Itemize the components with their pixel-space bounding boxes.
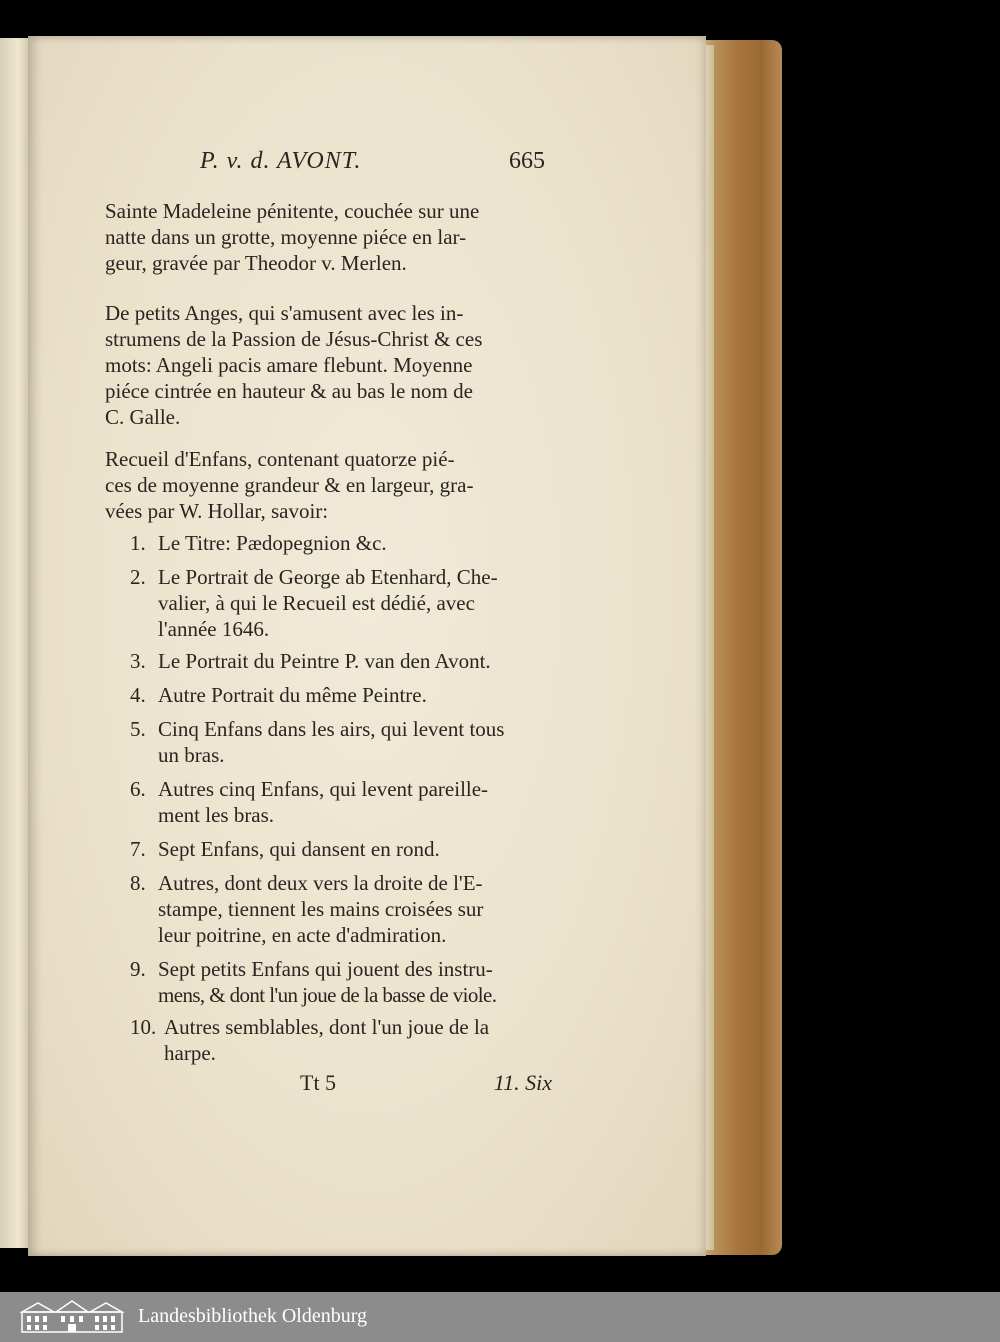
catchword: 11. Six [493, 1070, 552, 1095]
paragraph-madeleine [105, 198, 541, 276]
text-line: Recueil d'Enfans, contenant quatorze pié- [105, 447, 455, 471]
text-line: natte dans un grotte, moyenne piéce en lar- [105, 225, 467, 249]
text-line: ment les bras. [158, 803, 275, 827]
text-line: Autre Portrait du même Peintre. [158, 683, 427, 707]
page-footer [300, 1070, 552, 1098]
paragraph-anges [105, 300, 541, 430]
text-line: Le Portrait de George ab Etenhard, Che- [158, 565, 498, 589]
institution-name: Landesbibliothek Oldenburg [138, 1305, 368, 1327]
paragraph-recueil [105, 446, 541, 524]
text-line: Sept Enfans, qui dansent en rond. [158, 837, 440, 861]
text-line: Autres semblables, dont l'un joue de la [164, 1015, 490, 1039]
left-page-edge [0, 38, 30, 1248]
institution-bar [0, 1292, 1000, 1342]
page-number: 665 [509, 148, 545, 174]
text-line: mens, & dont l'un joue de la basse de viole. [158, 983, 497, 1007]
text-line: strumens de la Passion de Jésus-Christ & ces [105, 327, 483, 351]
text-line: leur poitrine, en acte d'admiration. [158, 923, 447, 947]
running-header [200, 148, 545, 178]
text-line: Cinq Enfans dans les airs, qui levent tous [158, 717, 505, 741]
item-number: 5. [130, 717, 146, 741]
text-line: C. Galle. [105, 405, 181, 429]
text-line: Autres cinq Enfans, qui levent pareille- [158, 777, 489, 801]
item-number: 2. [130, 565, 146, 589]
text-line: valier, à qui le Recueil est dédié, avec [158, 591, 475, 615]
text-line: mots: Angeli pacis amare flebunt. Moyenne [105, 353, 473, 377]
text-line: Sainte Madeleine pénitente, couchée sur une [105, 199, 480, 223]
text-line: Autres, dont deux vers la droite de l'E- [158, 871, 483, 895]
text-line: geur, gravée par Theodor v. Merlen. [105, 251, 407, 275]
item-number: 4. [130, 683, 146, 707]
text-line: Le Titre: Pædopegnion &c. [158, 531, 387, 555]
text-line: stampe, tiennent les mains croisées sur [158, 897, 484, 921]
text-line: Le Portrait du Peintre P. van den Avont. [158, 649, 491, 673]
text-line: De petits Anges, qui s'amusent avec les in- [105, 301, 464, 325]
text-line: Sept petits Enfans qui jouent des instru- [158, 957, 493, 981]
signature-mark: Tt 5 [300, 1070, 337, 1095]
text-line: ces de moyenne grandeur & en largeur, gra- [105, 473, 474, 497]
item-number: 7. [130, 837, 146, 861]
item-number: 3. [130, 649, 146, 673]
text-line: vées par W. Hollar, savoir: [105, 499, 329, 523]
library-building-logo-icon [20, 1300, 124, 1334]
text-line: l'année 1646. [158, 617, 270, 641]
text-line: piéce cintrée en hauteur & au bas le nom de [105, 379, 473, 403]
header-title: P. v. d. AVONT. [200, 148, 362, 174]
item-number: 1. [130, 531, 146, 555]
text-line: harpe. [164, 1041, 216, 1065]
text-line: un bras. [158, 743, 225, 767]
item-number: 6. [130, 777, 146, 801]
item-number: 10. [130, 1015, 157, 1039]
item-number: 9. [130, 957, 146, 981]
item-number: 8. [130, 871, 146, 895]
